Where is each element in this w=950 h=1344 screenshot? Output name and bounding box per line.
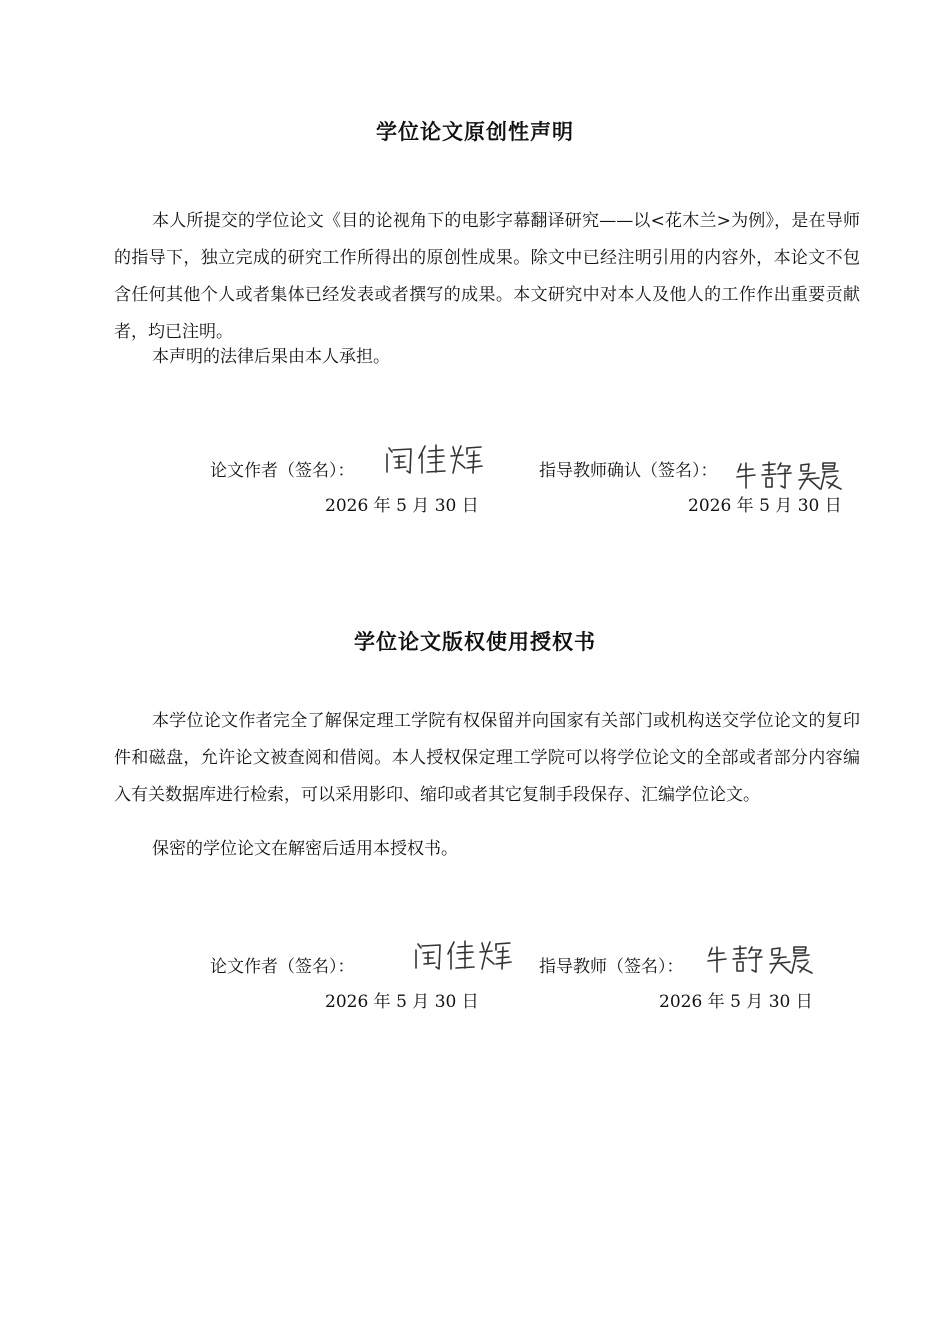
declaration-title: 学位论文原创性声明 <box>376 120 574 144</box>
advisor-date-2: 2026 年 5 月 30 日 <box>659 992 813 1012</box>
authorization-paragraph: 本学位论文作者完全了解保定理工学院有权保留并向国家有关部门或机构送交学位论文的复印件和磁盘，允许论文被查阅和借阅。本人授权保定理工学院可以将学位论文的全部或者部分内容编入有关数据库进行检索，可以采用影印、缩印或者其它复制手段保存、汇编学位论文。 <box>114 711 860 805</box>
advisor-signature-label-2: 指导教师（签名）： <box>539 957 684 977</box>
author-signature-2 <box>412 938 512 972</box>
author-signature-label: 论文作者（签名）： <box>210 461 355 481</box>
declaration-liability: 本声明的法律后果由本人承担。 <box>152 347 390 367</box>
author-date: 2026 年 5 月 30 日 <box>325 496 479 516</box>
copyright-authorization-title: 学位论文版权使用授权书 <box>354 630 596 654</box>
advisor-date: 2026 年 5 月 30 日 <box>688 496 842 516</box>
authorization-confidential-note: 保密的学位论文在解密后适用本授权书。 <box>152 839 458 859</box>
advisor-signature <box>735 460 843 490</box>
author-signature <box>383 442 483 476</box>
author-date-2: 2026 年 5 月 30 日 <box>325 992 479 1012</box>
declaration-paragraph: 本人所提交的学位论文《目的论视角下的电影字幕翻译研究——以<花木兰>为例》，是在导师的指导下，独立完成的研究工作所得出的原创性成果。除文中已经注明引用的内容外，本论文不包含任何其他个人或者集体已经发表或者撰写的成果。本文研究中对本人及他人的工作作出重要贡献者，均已注明。 <box>114 211 860 342</box>
author-signature-label-2: 论文作者（签名）： <box>210 957 355 977</box>
advisor-signature-2 <box>706 944 814 974</box>
advisor-confirm-label: 指导教师确认（签名）： <box>539 461 718 481</box>
